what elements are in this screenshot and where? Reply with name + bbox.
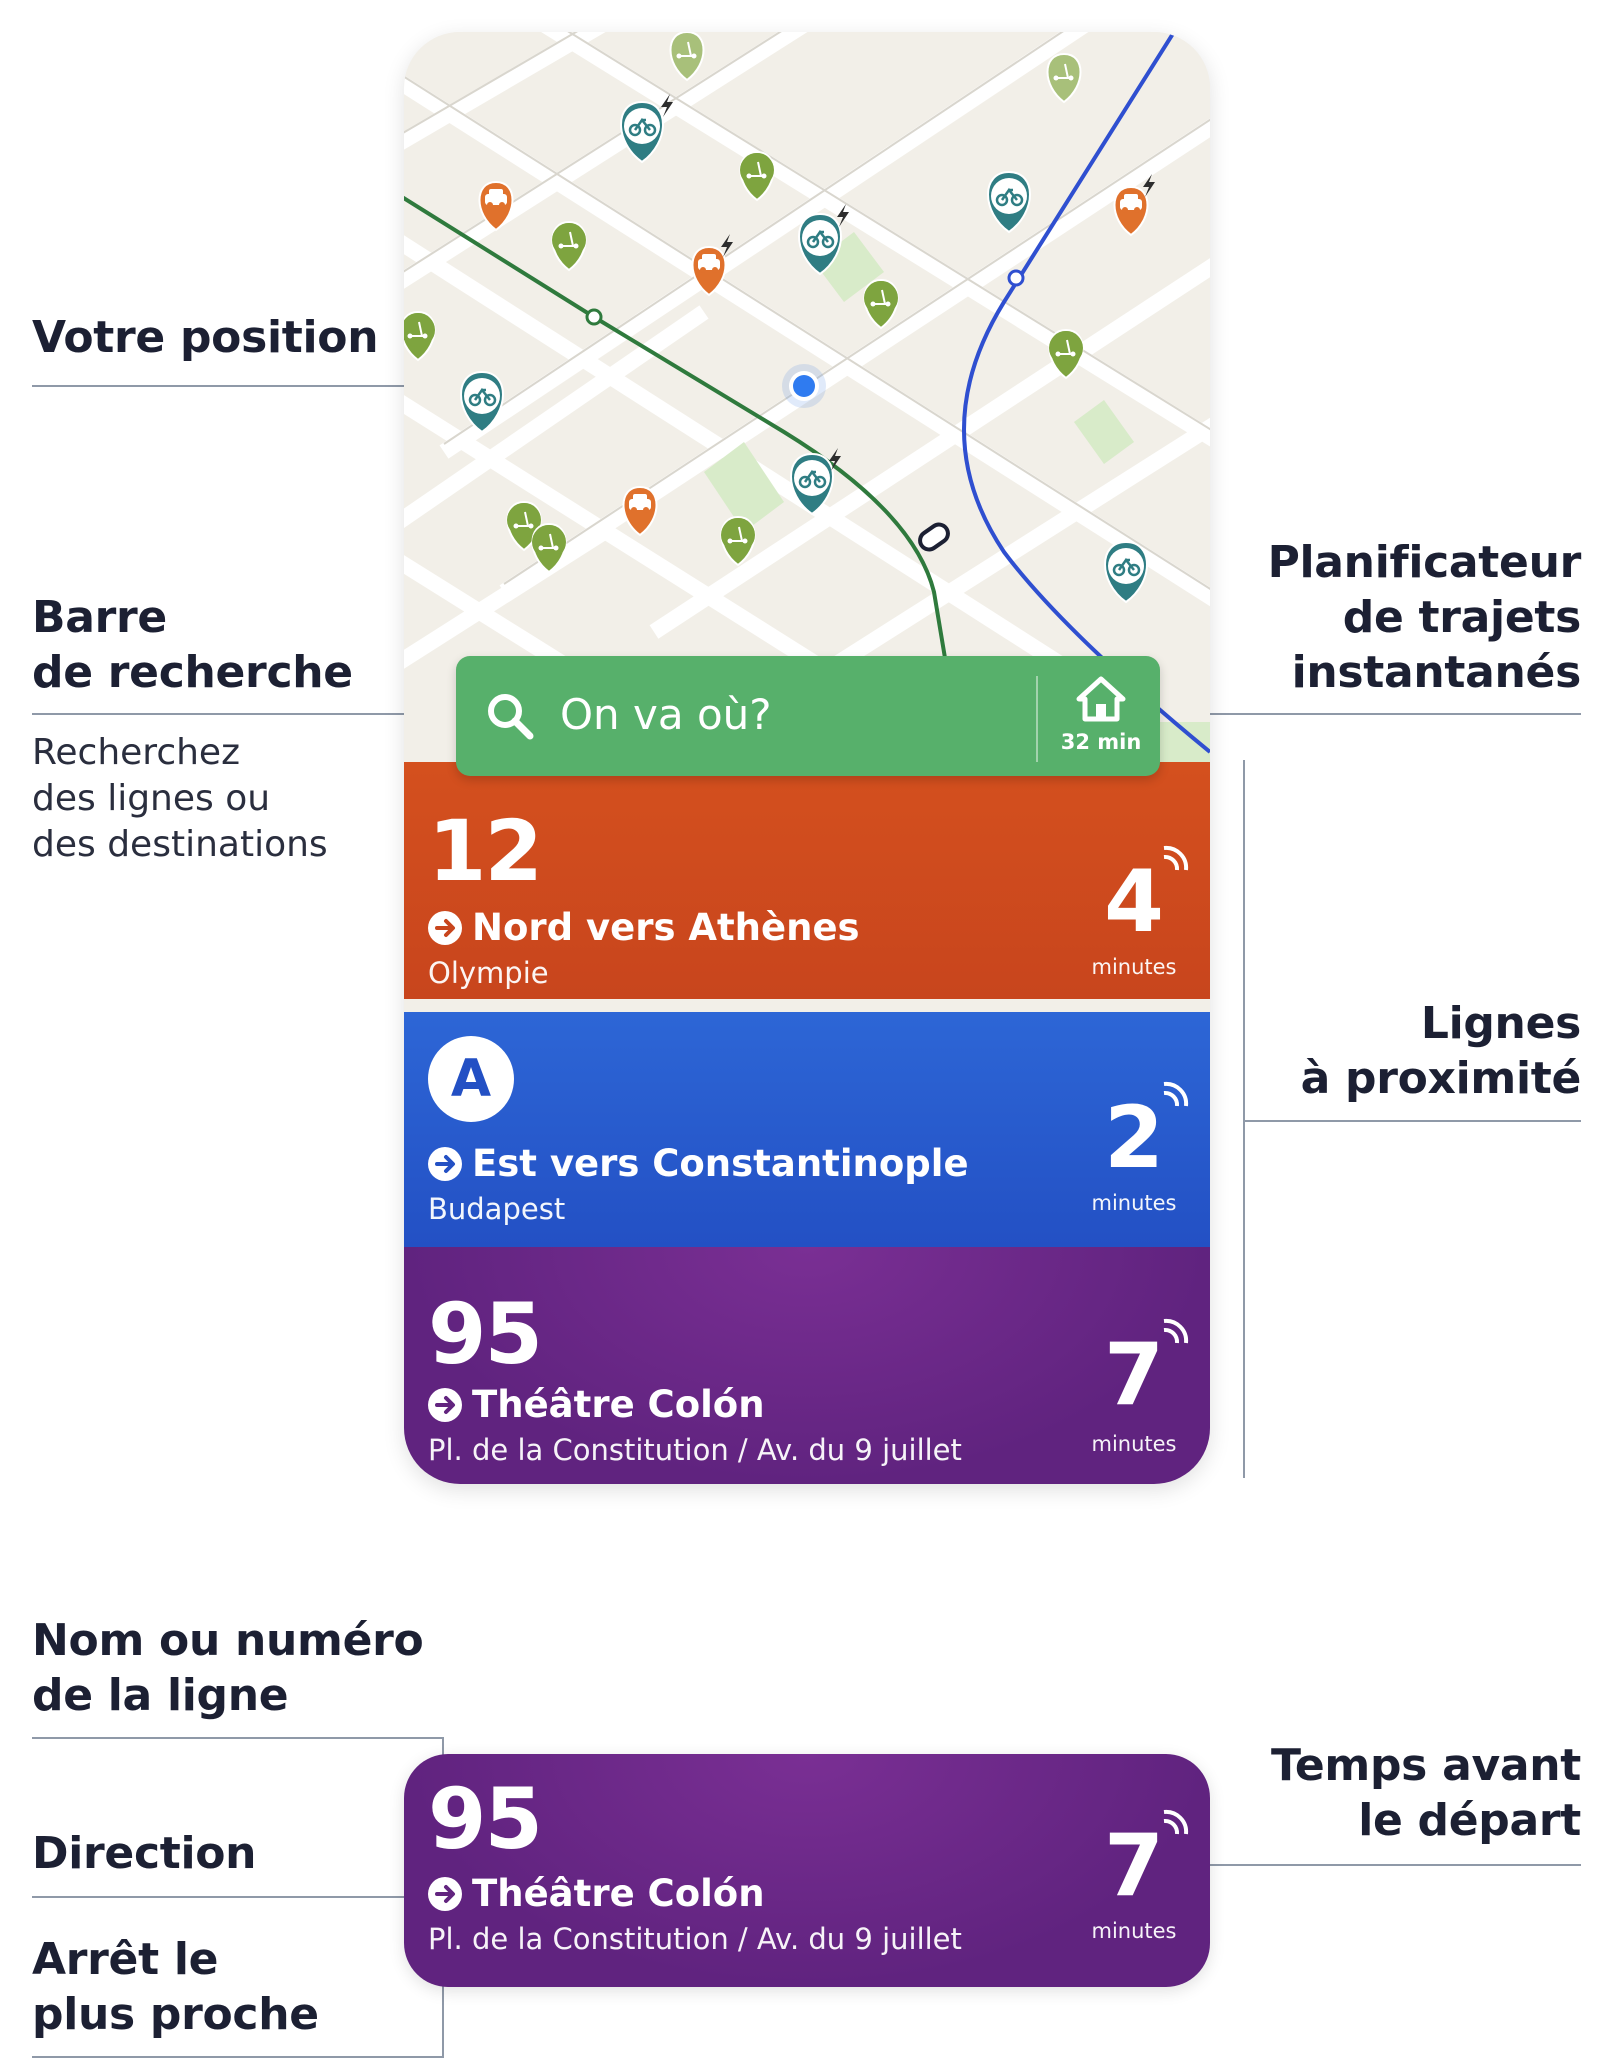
route-number: 95 bbox=[428, 1770, 541, 1868]
annotation-planner-1: Planificateur bbox=[1267, 537, 1581, 588]
phone-frame bbox=[404, 32, 1210, 1484]
annotation-nearby-2: à proximité bbox=[1300, 1053, 1581, 1104]
callout-line-stop-tick bbox=[442, 1978, 444, 2058]
stop-name: Budapest bbox=[428, 1192, 566, 1226]
arrow-right-icon bbox=[428, 1388, 462, 1422]
callout-line-planner bbox=[1160, 713, 1581, 715]
home-icon bbox=[1076, 676, 1126, 722]
callout-line-nearby bbox=[1245, 1120, 1581, 1122]
stop-name: Pl. de la Constitution / Av. du 9 juillet bbox=[428, 1922, 962, 1956]
annotation-search-desc-1: Recherchez bbox=[32, 732, 240, 773]
stop-name: Olympie bbox=[428, 956, 549, 990]
departure-time: 7 bbox=[1104, 1325, 1164, 1425]
departure-time: 2 bbox=[1104, 1088, 1164, 1188]
nearby-line-card[interactable] bbox=[404, 1247, 1210, 1484]
callout-bracket-nearby bbox=[1243, 760, 1245, 1478]
metro-stop-green bbox=[587, 310, 601, 324]
annotation-search-title-1: Barre bbox=[32, 592, 167, 643]
route-number: 12 bbox=[428, 802, 541, 900]
nearby-line-card[interactable] bbox=[404, 762, 1210, 999]
departure-time: 7 bbox=[1104, 1816, 1164, 1916]
search-icon bbox=[484, 690, 536, 742]
stop-name: Pl. de la Constitution / Av. du 9 juillet bbox=[428, 1433, 962, 1467]
departure-time-unit: minutes bbox=[1091, 1919, 1177, 1943]
route-number: 95 bbox=[428, 1285, 541, 1383]
departure-time-unit: minutes bbox=[1091, 1191, 1177, 1215]
annotation-votre-position: Votre position bbox=[32, 312, 379, 363]
departure-time-unit: minutes bbox=[1091, 955, 1177, 979]
annotation-search-desc-2: des lignes ou bbox=[32, 778, 271, 819]
arrow-right-icon bbox=[428, 1877, 462, 1911]
callout-line-direction bbox=[32, 1896, 422, 1898]
annotation-line-name-1: Nom ou numéro bbox=[32, 1615, 424, 1666]
arrow-right-icon bbox=[428, 1147, 462, 1181]
route-badge: A bbox=[428, 1036, 514, 1122]
detail-line-card[interactable] bbox=[404, 1754, 1210, 1987]
direction-text: Est vers Constantinople bbox=[472, 1142, 969, 1185]
arrow-right-icon bbox=[428, 911, 462, 945]
metro-stop-blue bbox=[1009, 271, 1023, 285]
annotation-planner-3: instantanés bbox=[1291, 647, 1581, 698]
direction-text: Théâtre Colón bbox=[472, 1872, 765, 1915]
annotation-search-title-2: de recherche bbox=[32, 647, 353, 698]
callout-line-stop bbox=[32, 2056, 444, 2058]
search-input[interactable]: On va où? bbox=[560, 690, 772, 739]
annotation-line-name-2: de la ligne bbox=[32, 1670, 289, 1721]
direction-text: Nord vers Athènes bbox=[472, 906, 860, 949]
annotation-stop-1: Arrêt le bbox=[32, 1934, 219, 1985]
direction-text: Théâtre Colón bbox=[472, 1383, 765, 1426]
annotation-time-1: Temps avant bbox=[1271, 1740, 1581, 1791]
callout-line-time bbox=[1193, 1864, 1581, 1866]
home-trip-time: 32 min bbox=[1060, 730, 1142, 754]
annotation-nearby-1: Lignes bbox=[1420, 998, 1581, 1049]
nearby-line-card[interactable] bbox=[404, 1012, 1210, 1249]
annotation-search-desc-3: des destinations bbox=[32, 824, 328, 865]
search-divider bbox=[1036, 676, 1038, 762]
departure-time-unit: minutes bbox=[1091, 1432, 1177, 1456]
annotation-stop-2: plus proche bbox=[32, 1989, 319, 2040]
callout-line-name bbox=[32, 1737, 444, 1739]
home-trip-button[interactable] bbox=[1046, 670, 1156, 766]
annotation-planner-2: de trajets bbox=[1342, 592, 1581, 643]
departure-time: 4 bbox=[1104, 852, 1164, 952]
annotation-direction: Direction bbox=[32, 1828, 257, 1879]
annotation-time-2: le départ bbox=[1358, 1795, 1581, 1846]
search-bar[interactable] bbox=[456, 656, 1160, 776]
user-location-icon[interactable] bbox=[782, 364, 826, 408]
